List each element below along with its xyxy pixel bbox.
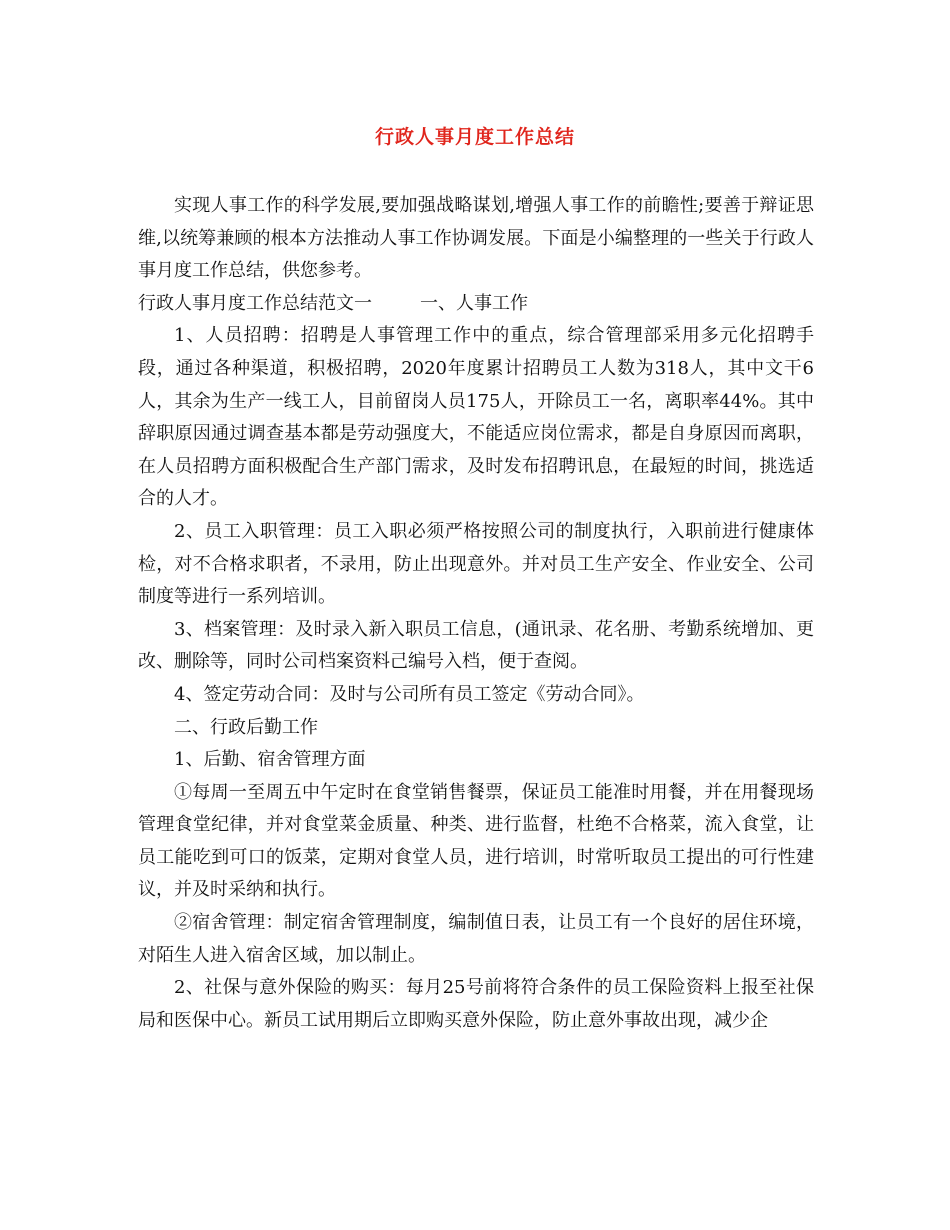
paragraph-admin-heading: 二、行政后勤工作 [174,716,318,738]
paragraph-onboarding: 2、员工入职管理：员工入职必须严格按照公司的制度执行，入职前进行健康体检，对不合格求职者，不录用，防止出现意外。并对员工生产安全、作业安全、公司制度等进行一系列培训。 [138,520,814,608]
paragraph-section-heading [138,288,814,321]
paragraph-dormitory: ②宿舍管理：制定宿舍管理制度，编制值日表，让员工有一个良好的居住环境，对陌生人进入宿舍区域，加以制止。 [138,912,814,966]
paragraph-recruitment: 1、人员招聘：招聘是人事管理工作中的重点，综合管理部采用多元化招聘手段，通过各种渠道，积极招聘，2020年度累计招聘员工人数为318人，其中文干6人，其余为生产一线工人，目前留岗人员175人，开除员工一名，离职率44%。其中辞职原因通过调查基本都是劳动强度大，不能适应岗位需求，都是自身原因而离职，在人员招聘方面积极配合生产部门需求，及时发布招聘讯息，在最短的时间，挑选适合的人才。 [138,325,814,510]
paragraph-archives: 3、档案管理：及时录入新入职员工信息，(通讯录、花名册、考勤系统增加、更改、删除等，同时公司档案资料己编号入档，便于查阅。 [138,618,814,673]
section-title: 行政人事月度工作总结范文一 [138,292,372,314]
inline-heading: 一、人事工作 [420,292,528,314]
paragraph-intro: 实现人事工作的科学发展,要加强战略谋划,增强人事工作的前瞻性;要善于辩证思维,以统筹兼顾的根本方法推动人事工作协调发展。下面是小编整理的一些关于行政人事月度工作总结，供您参考。 [138,195,814,282]
paragraph-canteen: ①每周一至周五中午定时在食堂销售餐票，保证员工能准时用餐，并在用餐现场管理食堂纪律，并对食堂菜金质量、种类、进行监督，杜绝不合格菜，流入食堂，让员工能吃到可口的饭菜，定期对食堂人员，进行培训，时常听取员工提出的可行性建议，并及时采纳和执行。 [138,781,814,901]
paragraph-insurance: 2、社保与意外保险的购买：每月25号前将符合条件的员工保险资料上报至社保局和医保中心。新员工试用期后立即购买意外保险，防止意外事故出现，减少企 [138,977,814,1031]
paragraph-contracts: 4、签定劳动合同：及时与公司所有员工签定《劳动合同》。 [174,683,645,705]
paragraph-logistics-heading: 1、后勤、宿舍管理方面 [174,749,366,771]
document-title: 行政人事月度工作总结 [374,126,575,148]
document-body [138,190,814,1037]
